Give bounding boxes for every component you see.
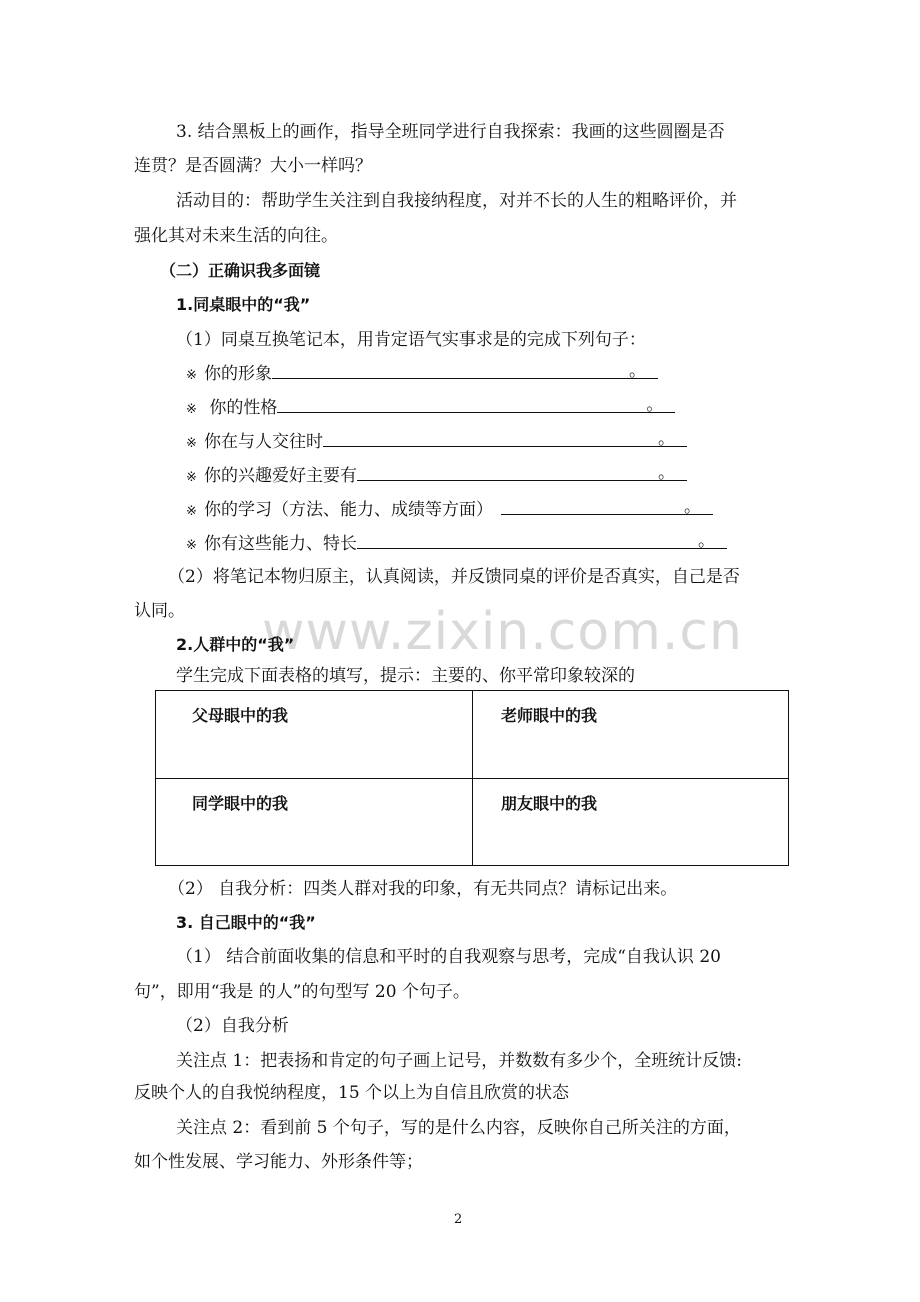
- watermark: www.zixin.com.cn: [262, 602, 743, 662]
- answer-blank[interactable]: [272, 362, 658, 379]
- subsection-1-step2-line1: （2）将笔记本物归原主，认真阅读，并反馈同桌的评价是否真实，自己是否: [168, 567, 740, 587]
- table-cell-label: 同学眼中的我: [192, 794, 289, 813]
- answer-blank[interactable]: [357, 532, 727, 549]
- fill-item: [186, 396, 675, 421]
- focus-point-2-line2: 如个性发展、学习能力、外形条件等；: [134, 1152, 423, 1172]
- fill-item-label: 你的学习（方法、能力、成绩等方面）: [204, 500, 493, 520]
- table-cell[interactable]: [156, 779, 473, 865]
- subsection-1-title: 1.同桌眼中的“我”: [176, 295, 311, 314]
- period: 。: [684, 497, 701, 517]
- fill-item: [186, 498, 713, 523]
- answer-blank[interactable]: [501, 498, 713, 515]
- reference-mark-icon: ※: [186, 436, 197, 451]
- period: 。: [658, 429, 675, 449]
- page-number: 2: [454, 1212, 463, 1227]
- subsection-2-title: 2.人群中的“我”: [176, 635, 295, 654]
- fill-item-label: 你的形象: [204, 364, 272, 384]
- subsection-3-step1-line1: （1） 结合前面收集的信息和平时的自我观察与思考，完成“自我认识 20: [176, 947, 721, 967]
- answer-blank[interactable]: [323, 430, 687, 447]
- subsection-2-intro: 学生完成下面表格的填写，提示：主要的、你平常印象较深的: [176, 666, 635, 686]
- fill-item-label: 你的性格: [204, 398, 278, 418]
- reference-mark-icon: ※: [186, 368, 197, 383]
- answer-blank[interactable]: [357, 464, 687, 481]
- subsection-2-analysis: （2） 自我分析：四类人群对我的印象，有无共同点？请标记出来。: [168, 879, 678, 899]
- table-cell-label: 朋友眼中的我: [501, 794, 598, 813]
- subsection-3-title: 3. 自己眼中的“我”: [176, 913, 316, 932]
- reference-mark-icon: ※: [186, 538, 197, 553]
- fill-item-label: 你有这些能力、特长: [204, 534, 357, 554]
- section-heading: （二）正确识我多面镜: [160, 261, 321, 280]
- para-3-line2: 连贯？是否圆满？大小一样吗？: [134, 156, 372, 176]
- fill-item: [186, 532, 727, 557]
- activity-goal-line1: 活动目的：帮助学生关注到自我接纳程度，对并不长的人生的粗略评价，并: [176, 191, 737, 211]
- subsection-3-step2: （2）自我分析: [176, 1016, 289, 1036]
- reference-mark-icon: ※: [186, 470, 197, 485]
- para-3-line1: 3. 结合黑板上的画作，指导全班同学进行自我探索：我画的这些圆圈是否: [176, 122, 725, 142]
- subsection-1-step2-line2: 认同。: [134, 601, 185, 621]
- fill-item-label: 你在与人交往时: [204, 432, 323, 452]
- table-cell[interactable]: [156, 691, 473, 779]
- period: 。: [629, 361, 646, 381]
- fill-item: [186, 464, 687, 489]
- focus-point-1-line2: 反映个人的自我悦纳程度，15 个以上为自信且欣赏的状态: [134, 1083, 570, 1103]
- focus-point-1-line1: 关注点 1：把表扬和肯定的句子画上记号，并数数有多少个，全班统计反馈:: [176, 1051, 742, 1071]
- fill-item: [186, 362, 658, 387]
- focus-point-2-line1: 关注点 2：看到前 5 个句子，写的是什么内容，反映你自己所关注的方面，: [176, 1118, 741, 1138]
- fill-item: [186, 430, 687, 455]
- period: 。: [698, 531, 715, 551]
- table-cell-label: 父母眼中的我: [192, 706, 289, 725]
- subsection-1-intro: （1）同桌互换笔记本，用肯定语气实事求是的完成下列句子：: [176, 330, 646, 350]
- period: 。: [658, 463, 675, 483]
- reference-mark-icon: ※: [186, 402, 197, 417]
- table-cell[interactable]: [473, 779, 788, 865]
- reference-mark-icon: ※: [186, 504, 197, 519]
- table-cell[interactable]: [473, 691, 788, 779]
- answer-blank[interactable]: [277, 396, 675, 413]
- period: 。: [646, 395, 664, 415]
- activity-goal-line2: 强化其对未来生活的向往。: [134, 226, 338, 246]
- perception-table: [155, 690, 789, 866]
- fill-item-label: 你的兴趣爱好主要有: [204, 466, 357, 486]
- subsection-3-step1-line2: 句”，即用“我是 的人”的句型写 20 个句子。: [134, 982, 470, 1002]
- table-cell-label: 老师眼中的我: [501, 706, 598, 725]
